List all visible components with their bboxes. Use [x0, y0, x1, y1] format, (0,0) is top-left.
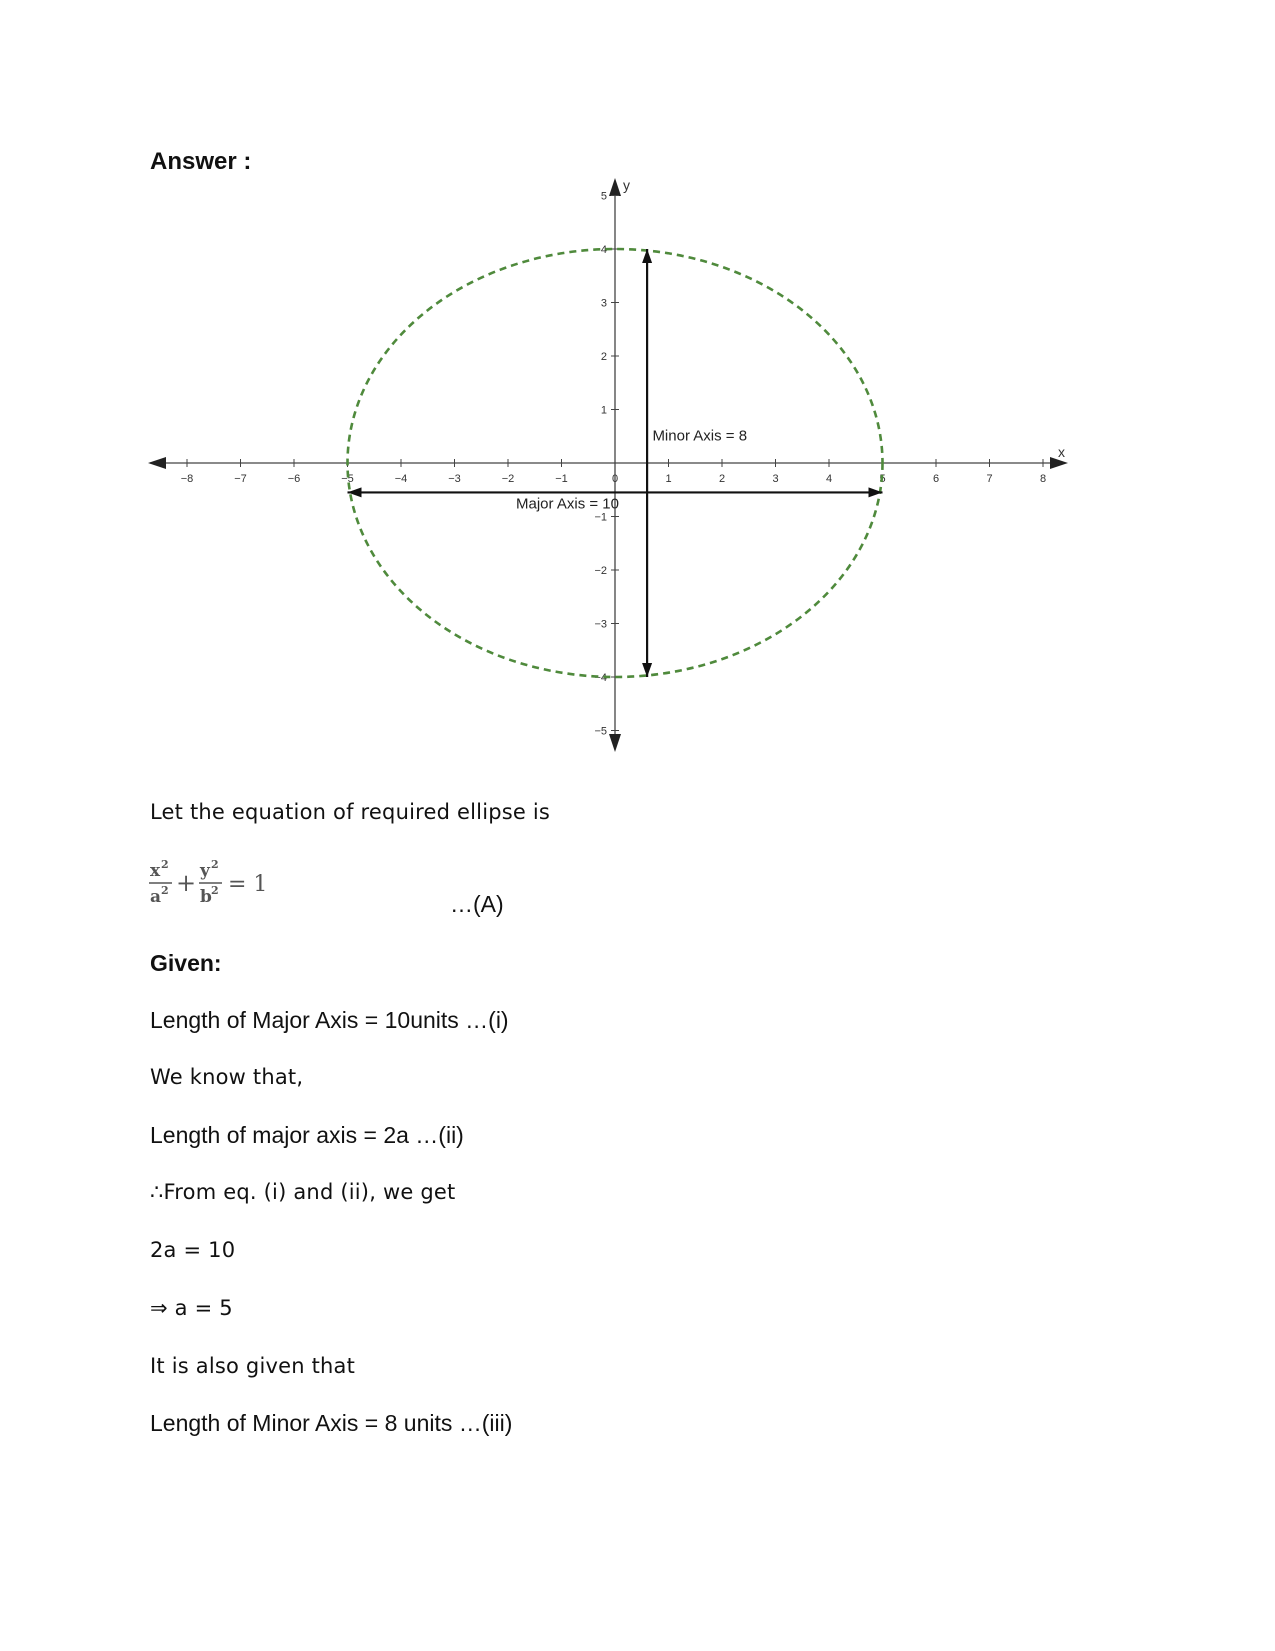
- text-line-9: Length of Minor Axis = 8 units …(iii): [150, 1410, 513, 1436]
- y-tick-label: 1: [600, 404, 607, 417]
- y-tick-label: −3: [594, 618, 607, 631]
- y-tick-label: 4: [600, 244, 607, 256]
- x-tick-label: 5: [879, 473, 886, 485]
- x-tick-label: −6: [287, 473, 301, 485]
- y-tick-label: 3: [600, 297, 607, 310]
- x-tick-label: 6: [932, 473, 940, 485]
- y-tick-label: −2: [594, 565, 607, 577]
- eq-exp-1: 2: [161, 858, 169, 871]
- y-tick-label: 5: [600, 190, 607, 203]
- text-line-5: ∴From eq. (i) and (ii), we get: [150, 1180, 456, 1204]
- x-tick-label: 2: [718, 473, 726, 485]
- y-axis-down-arrow: [609, 734, 621, 752]
- x-tick-label: 7: [986, 473, 993, 485]
- equation-tag: …(A): [450, 891, 504, 917]
- minor-axis-label: Minor Axis = 8: [652, 427, 748, 445]
- x-tick-label: 4: [825, 473, 833, 485]
- x-tick-label: −1: [555, 473, 568, 485]
- major-axis-label: Major Axis = 10: [516, 495, 619, 513]
- x-tick-label: −8: [180, 473, 194, 485]
- y-axis-label: y: [623, 177, 630, 193]
- y-tick-label: −5: [594, 725, 607, 738]
- ellipse-graph: [140, 170, 1080, 770]
- x-tick-label: −4: [394, 473, 408, 485]
- y-tick-label: −1: [594, 511, 607, 524]
- text-line-6: 2a = 10: [150, 1238, 236, 1262]
- text-line-2: Length of Major Axis = 10units …(i): [150, 1007, 509, 1033]
- eq-x-num: x: [150, 861, 161, 881]
- eq-exp-3: 2: [211, 858, 219, 871]
- eq-exp-2: 2: [161, 884, 169, 897]
- x-axis-label: x: [1058, 444, 1065, 460]
- y-tick-label: −4: [594, 672, 607, 684]
- y-axis-up-arrow: [609, 178, 621, 196]
- ellipse-equation: [148, 858, 288, 914]
- x-tick-label: −7: [234, 473, 247, 485]
- ticks-group: [181, 191, 1046, 738]
- text-line-3: We know that,: [150, 1065, 304, 1089]
- equation-svg: [148, 858, 288, 914]
- x-tick-label: 8: [1039, 473, 1047, 485]
- eq-y-num: y: [200, 861, 210, 881]
- eq-b-den: b: [200, 887, 212, 907]
- x-axis-left-arrow: [148, 457, 166, 469]
- axes-group: [148, 178, 1068, 752]
- x-tick-label: 0: [611, 473, 619, 485]
- answer-heading: Answer :: [150, 148, 252, 175]
- labels-group: [516, 177, 1065, 512]
- y-tick-label: 2: [600, 351, 607, 363]
- text-line-7: ⇒ a = 5: [150, 1296, 233, 1320]
- text-line-8: It is also given that: [150, 1354, 356, 1378]
- x-tick-label: −2: [501, 473, 515, 485]
- given-heading: Given:: [150, 950, 222, 976]
- text-line-4: Length of major axis = 2a …(ii): [150, 1122, 464, 1148]
- eq-a-den: a: [150, 887, 162, 907]
- x-tick-label: 3: [772, 473, 779, 485]
- eq-exp-4: 2: [211, 884, 219, 897]
- eq-plus: +: [176, 869, 197, 897]
- x-tick-label: −5: [341, 473, 354, 485]
- eq-rhs: = 1: [228, 872, 268, 897]
- text-line-1: Let the equation of required ellipse is: [150, 800, 551, 824]
- x-tick-label: 1: [665, 473, 672, 485]
- x-tick-label: −3: [448, 473, 461, 485]
